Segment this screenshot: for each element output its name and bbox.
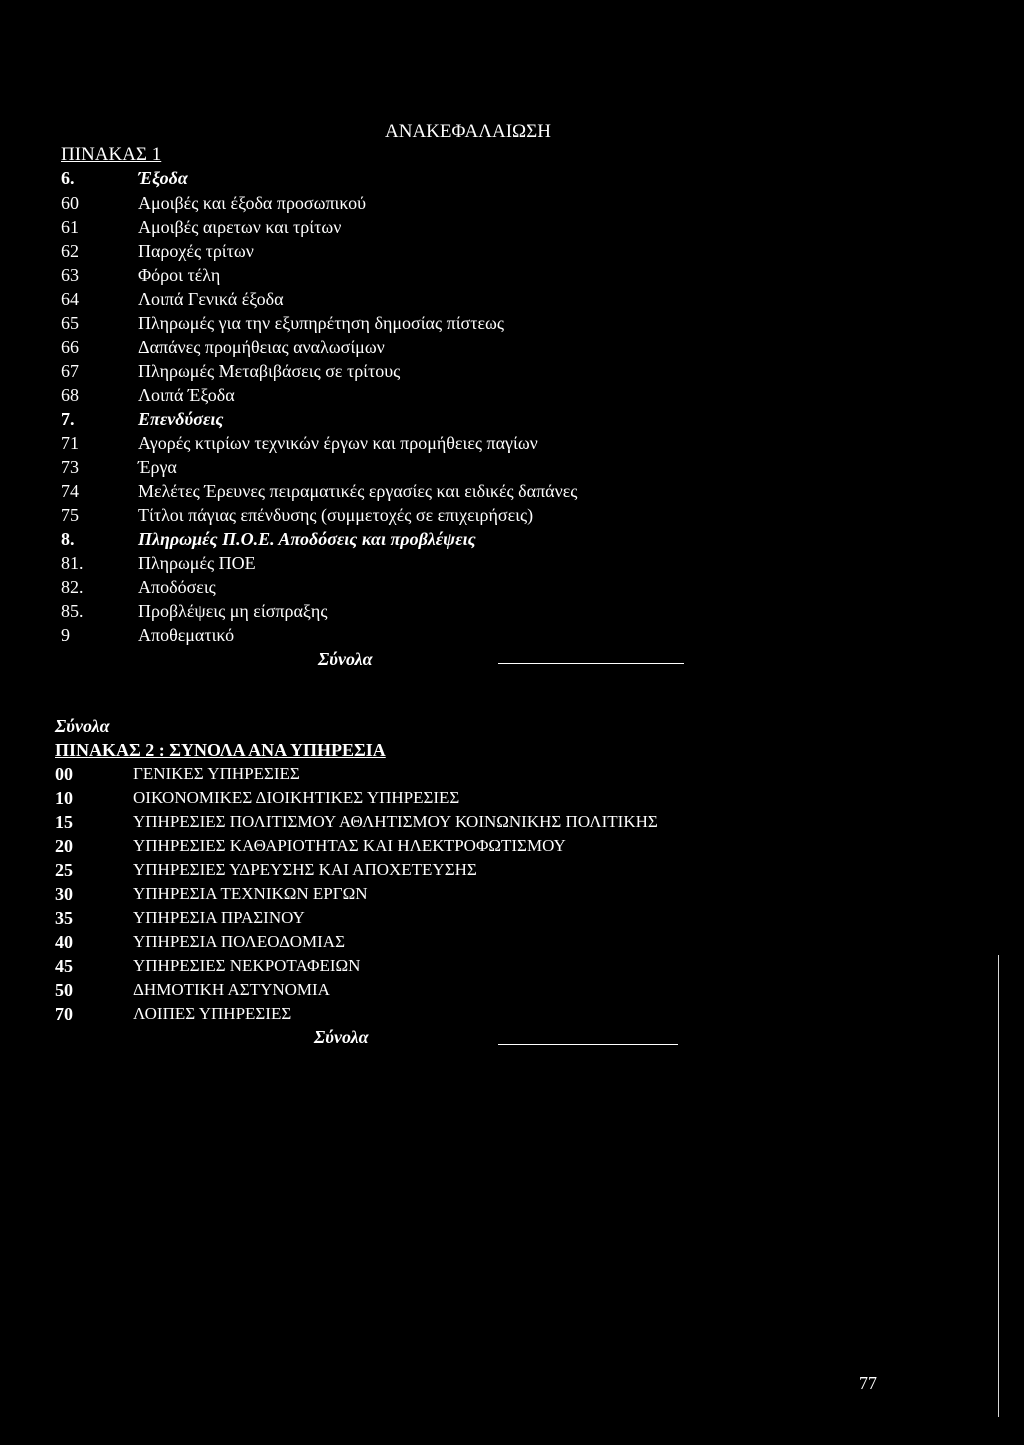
row-label: ΔΗΜΟΤΙΚΗ ΑΣΤΥΝΟΜΙΑ: [133, 980, 330, 999]
row-label: Αμοιβές και έξοδα προσωπικού: [138, 193, 366, 213]
row-label: ΥΠΗΡΕΣΙΑ ΠΟΛΕΟΔΟΜΙΑΣ: [133, 932, 345, 951]
row-label: Πληρωμές Π.Ο.Ε. Αποδόσεις και προβλέψεις: [138, 529, 476, 549]
row-code: 45: [55, 956, 73, 976]
row-code: 61: [61, 217, 79, 237]
row-code: 65: [61, 313, 79, 333]
row-code: 7.: [61, 409, 75, 429]
page-number: 77: [859, 1373, 877, 1393]
row-label: Προβλέψεις μη είσπραξης: [138, 601, 328, 621]
row-label: ΥΠΗΡΕΣΙΕΣ ΝΕΚΡΟΤΑΦΕΙΩΝ: [133, 956, 361, 975]
row-label: ΟΙΚΟΝΟΜΙΚΕΣ ΔΙΟΙΚΗΤΙΚΕΣ ΥΠΗΡΕΣΙΕΣ: [133, 788, 460, 807]
totals-line: [498, 1044, 678, 1045]
row-code: 73: [61, 457, 79, 477]
table2-title: ΠΙΝΑΚΑΣ 2 : ΣΥΝΟΛΑ ΑΝΑ ΥΠΗΡΕΣΙΑ: [55, 740, 386, 760]
row-label: Αμοιβές αιρετων και τρίτων: [138, 217, 342, 237]
row-label: Αποθεματικό: [138, 625, 235, 645]
table1-title: ΠΙΝΑΚΑΣ 1: [61, 144, 162, 165]
row-label: Πληρωμές για την εξυπηρέτηση δημοσίας πίστεως: [138, 313, 505, 333]
row-code: 82.: [61, 577, 84, 597]
row-code: 74: [61, 481, 79, 501]
row-code: 15: [55, 812, 73, 832]
row-label: ΥΠΗΡΕΣΙΕΣ ΥΔΡΕΥΣΗΣ ΚΑΙ ΑΠΟΧΕΤΕΥΣΗΣ: [133, 860, 477, 879]
summary-title: ΑΝΑΚΕΦΑΛΑΙΩΣΗ: [385, 121, 551, 142]
row-code: 75: [61, 505, 79, 525]
row-label: ΥΠΗΡΕΣΙΑ ΠΡΑΣΙΝΟΥ: [133, 908, 305, 927]
row-label: Λοιπά Γενικά έξοδα: [138, 289, 284, 309]
row-code: 70: [55, 1004, 73, 1024]
row-label: Αποδόσεις: [138, 577, 216, 597]
row-code: 30: [55, 884, 73, 904]
row-code: 50: [55, 980, 73, 1000]
row-code: 10: [55, 788, 73, 808]
row-label: Έργα: [138, 457, 177, 477]
row-code: 71: [61, 433, 79, 453]
row-code: 85.: [61, 601, 84, 621]
row-code: 60: [61, 193, 79, 213]
row-code: 00: [55, 764, 73, 784]
row-label: Πληρωμές ΠΟΕ: [138, 553, 256, 573]
table1-totals-label: Σύνολα: [318, 649, 373, 669]
row-label: Παροχές τρίτων: [138, 241, 254, 261]
page-edge-line: [998, 955, 999, 1417]
row-code: 25: [55, 860, 73, 880]
row-label: Έξοδα: [138, 168, 188, 188]
row-label: Πληρωμές Μεταβιβάσεις σε τρίτους: [138, 361, 401, 381]
row-code: 67: [61, 361, 79, 381]
row-label: Μελέτες Έρευνες πειραματικές εργασίες και ειδικές δαπάνες: [138, 481, 578, 501]
row-code: 9: [61, 625, 70, 645]
row-code: 68: [61, 385, 79, 405]
row-code: 6.: [61, 168, 75, 188]
row-label: Αγορές κτιρίων τεχνικών έργων και προμήθειες παγίων: [138, 433, 538, 453]
totals-label: Σύνολα: [55, 716, 110, 736]
row-code: 63: [61, 265, 79, 285]
row-code: 35: [55, 908, 73, 928]
row-code: 20: [55, 836, 73, 856]
row-label: Επενδύσεις: [138, 409, 224, 429]
row-label: ΓΕΝΙΚΕΣ ΥΠΗΡΕΣΙΕΣ: [133, 764, 300, 783]
row-label: Δαπάνες προμήθειας αναλωσίμων: [138, 337, 385, 357]
table2-totals-label: Σύνολα: [314, 1027, 369, 1047]
row-code: 66: [61, 337, 79, 357]
row-label: Τίτλοι πάγιας επένδυσης (συμμετοχές σε επιχειρήσεις): [138, 505, 534, 525]
row-label: ΥΠΗΡΕΣΙΑ ΤΕΧΝΙΚΩΝ ΕΡΓΩΝ: [133, 884, 368, 903]
row-label: ΥΠΗΡΕΣΙΕΣ ΠΟΛΙΤΙΣΜΟΥ ΑΘΛΗΤΙΣΜΟΥ ΚΟΙΝΩΝΙΚΗΣ ΠΟΛΙΤΙΚΗΣ: [133, 812, 658, 831]
totals-line: [498, 663, 684, 664]
row-label: ΥΠΗΡΕΣΙΕΣ ΚΑΘΑΡΙΟΤΗΤΑΣ ΚΑΙ ΗΛΕΚΤΡΟΦΩΤΙΣΜΟΥ: [133, 836, 566, 855]
row-code: 81.: [61, 553, 84, 573]
row-code: 8.: [61, 529, 75, 549]
row-code: 62: [61, 241, 79, 261]
row-label: ΛΟΙΠΕΣ ΥΠΗΡΕΣΙΕΣ: [133, 1004, 292, 1023]
row-code: 64: [61, 289, 79, 309]
row-label: Λοιπά Έξοδα: [138, 385, 235, 405]
row-label: Φόροι τέλη: [138, 265, 221, 285]
row-code: 40: [55, 932, 73, 952]
